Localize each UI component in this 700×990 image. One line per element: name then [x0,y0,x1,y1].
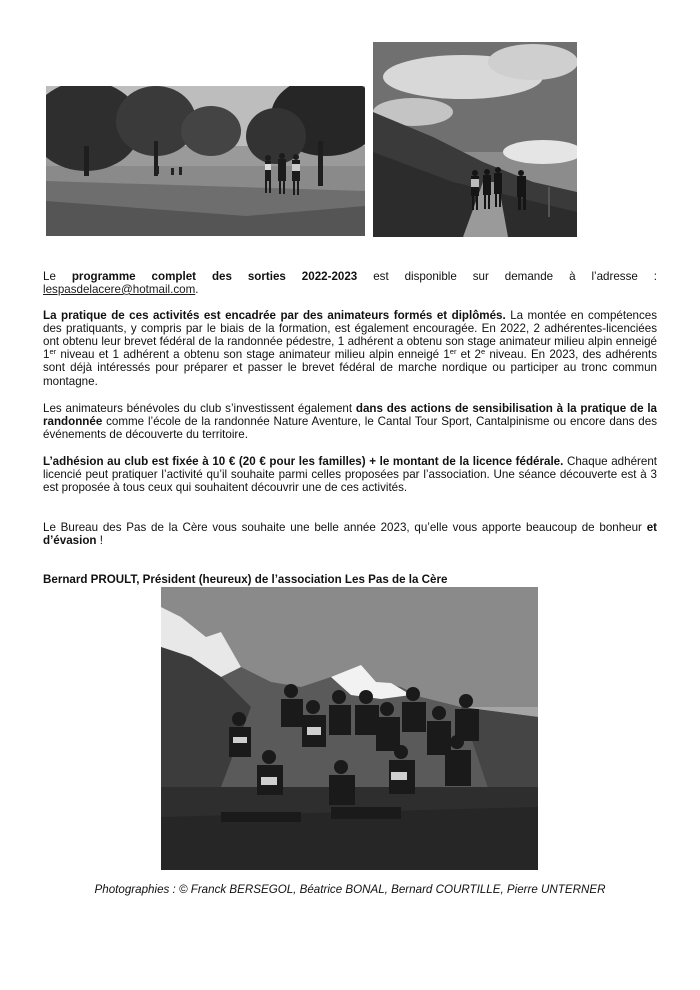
text-span: Les animateurs bénévoles du club s’investissent également [43,401,356,415]
text-span: et 2 [456,348,481,362]
text-span: Chaque adhérent licencié peut pratiquer l’activité qu’il souhaite parmi celles proposées par l’association. Une séance découverte est à 3 est proposée à tous ceux qui souhaitent découvrir une de ces activités. [43,454,658,494]
animateurs-paragraph [43,402,657,442]
superscript: er [449,347,457,357]
email-link[interactable]: lespasdelacere@hotmail.com [43,282,196,296]
photo-walkers-mountain-trail [373,42,577,237]
photo-walkers-park [46,86,365,236]
text-span: La montée en compétences des pratiquants, y compris par le biais de la formation, est également encouragée. En 2022, 2 adhérentes-licenciées ont obtenu leur brevet fédéral de la randonnée pédestre, 1 adhérent a obtenu son stage animateur milieu alpin enneigé 1 [43,308,658,362]
voeux-bold: et d’évasion [43,520,657,547]
pratique-bold: La pratique de ces activités est encadrée par des animateurs formés et diplômés. [43,308,506,322]
programme-paragraph [43,270,657,296]
pratique-paragraph [43,309,657,388]
programme-bold: programme complet des sorties 2022-2023 [71,269,358,283]
photo-credits: Photographies : © Franck BERSEGOL, Béatrice BONAL, Bernard COURTILLE, Pierre UNTERNER [94,883,606,896]
voeux-paragraph [43,521,657,547]
signature: Bernard PROULT, Président (heureux) de l’association Les Pas de la Cère [43,572,448,586]
adhesion-paragraph [43,455,657,495]
text-span: . [195,282,199,296]
text-span: ! [96,533,103,547]
text-span: niveau et 1 adhérent a obtenu son stage animateur milieu alpin enneigé 1 [56,348,450,362]
photo-walkers-mountain-trail-icon [373,42,577,237]
text-span: Le Bureau des Pas de la Cère vous souhaite une belle année 2023, qu’elle vous apporte beaucoup de bonheur [43,520,647,534]
photo-group-mountain-icon [161,587,538,870]
superscript: e [480,347,486,357]
text-span: Le [43,269,72,283]
animateurs-bold: dans des actions de sensibilisation à la pratique de la randonnée [43,401,658,428]
photo-walkers-park-icon [46,86,365,236]
adhesion-bold: L’adhésion au club est fixée à 10 € (20 € pour les familles) + le montant de la licence fédérale. [43,454,564,468]
text-span: est disponible sur demande à l’adresse : [357,269,658,283]
text-span: niveau. En 2023, des adhérents sont déjà intéressés pour préparer et passer le brevet fédéral de marche nordique ou participer au tronc commun montagne. [43,348,657,388]
photo-group-mountain [161,587,538,870]
superscript: er [49,347,57,357]
text-span: comme l’école de la randonnée Nature Aventure, le Cantal Tour Sport, Cantalpinisme ou encore dans des événements de découverte du territoire. [43,414,657,441]
